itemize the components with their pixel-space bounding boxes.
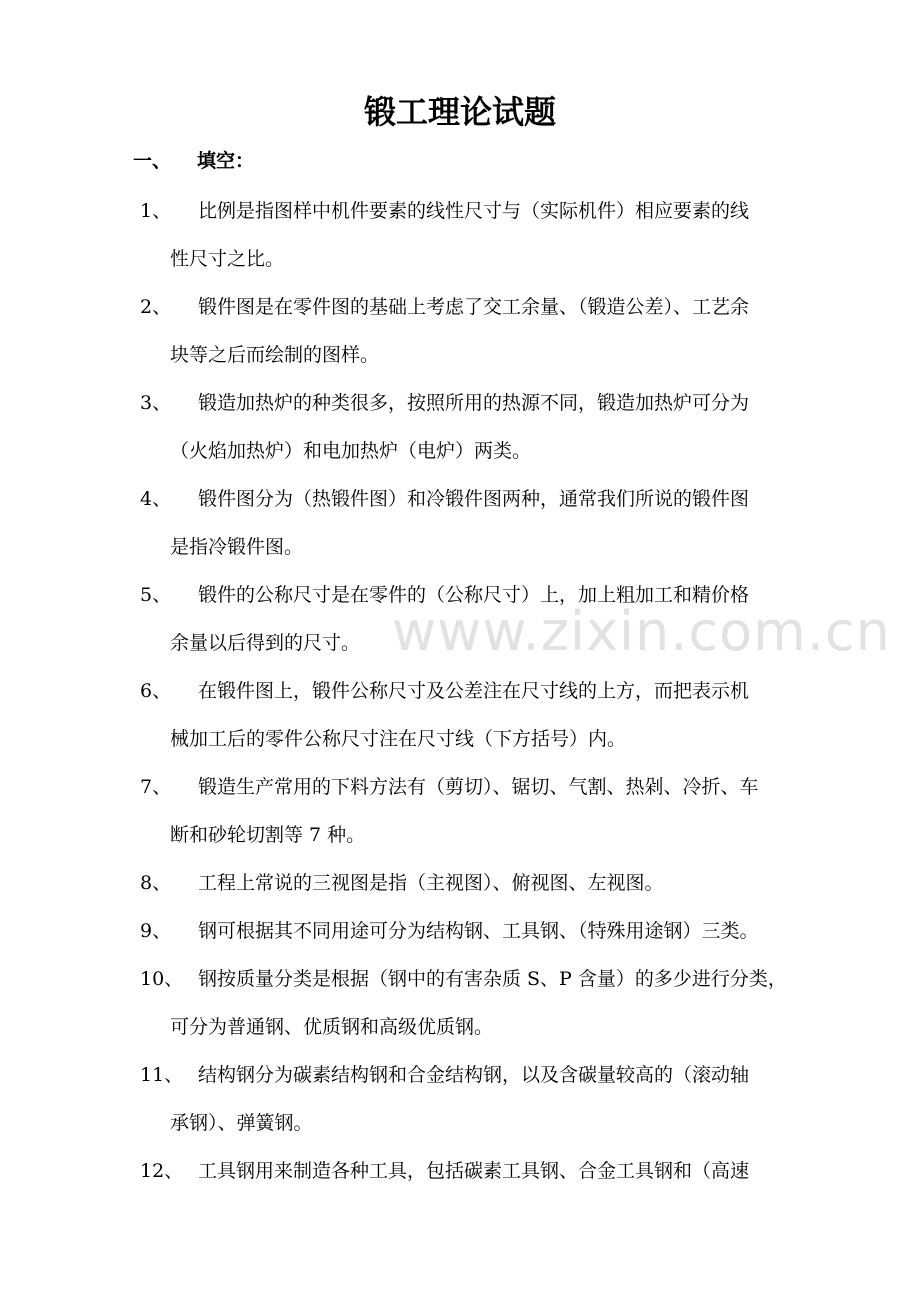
- section-number: 一、: [133, 150, 172, 172]
- question-line: [0, 763, 920, 811]
- question-text: 锻件图是在零件图的基础上考虑了交工余量、（锻造公差）、工艺余: [198, 296, 750, 318]
- question-number: 10、: [140, 968, 184, 990]
- question-item: [0, 907, 920, 955]
- question-line: [0, 235, 920, 283]
- question-text-continued: 是指冷锻件图。: [170, 536, 304, 558]
- question-line: [0, 331, 920, 379]
- question-item: [0, 187, 920, 283]
- question-item: [0, 283, 920, 379]
- question-text-continued: 可分为普通钢、优质钢和高级优质钢。: [170, 1016, 494, 1038]
- question-item: [0, 1147, 920, 1195]
- question-text: 工具钢用来制造各种工具，包括碳素工具钢、合金工具钢和（高速: [198, 1160, 750, 1182]
- question-number: 12、: [140, 1160, 184, 1182]
- question-item: [0, 475, 920, 571]
- question-item: [0, 571, 920, 667]
- question-line: [0, 1147, 920, 1195]
- question-item: [0, 859, 920, 907]
- question-text: 锻件的公称尺寸是在零件的（公称尺寸）上，加上粗加工和精价格: [198, 584, 750, 606]
- question-line: [0, 283, 920, 331]
- question-text: 比例是指图样中机件要素的线性尺寸与（实际机件）相应要素的线: [198, 200, 750, 222]
- question-line: [0, 1099, 920, 1147]
- question-line: [0, 427, 920, 475]
- question-item: [0, 379, 920, 475]
- question-text-continued: 块等之后而绘制的图样。: [170, 344, 380, 366]
- question-line: [0, 1051, 920, 1099]
- question-text-continued: 承钢）、弹簧钢。: [170, 1112, 313, 1134]
- question-text: 在锻件图上，锻件公称尺寸及公差注在尺寸线的上方，而把表示机: [198, 680, 750, 702]
- question-text: 钢可根据其不同用途可分为结构钢、工具钢、（特殊用途钢）三类。: [198, 920, 759, 942]
- question-number: 6、: [140, 680, 172, 702]
- question-text-continued: 性尺寸之比。: [170, 248, 285, 270]
- question-line: [0, 715, 920, 763]
- question-line: [0, 1003, 920, 1051]
- question-line: [0, 955, 920, 1003]
- watermark: www.zixin.com.cn: [392, 600, 891, 663]
- question-line: [0, 811, 920, 859]
- question-line: [0, 859, 920, 907]
- question-text: 锻件图分为（热锻件图）和冷锻件图两种，通常我们所说的锻件图: [198, 488, 750, 510]
- question-list: [0, 187, 920, 1195]
- question-text: 锻造生产常用的下料方法有（剪切）、锯切、气割、热剁、冷折、车: [198, 776, 759, 798]
- question-number: 11、: [140, 1064, 184, 1086]
- question-text-continued: 械加工后的零件公称尺寸注在尺寸线（下方括号）内。: [170, 728, 627, 750]
- question-number: 9、: [140, 920, 172, 942]
- document-title: 锻工理论试题: [363, 93, 556, 131]
- question-number: 7、: [140, 776, 172, 798]
- question-number: 2、: [140, 296, 172, 318]
- question-item: [0, 763, 920, 859]
- question-line: [0, 619, 920, 667]
- question-item: [0, 955, 920, 1051]
- section-label: 填空：: [197, 150, 255, 172]
- question-text-continued: 断和砂轮切割等 7 种。: [170, 824, 366, 846]
- question-number: 4、: [140, 488, 172, 510]
- question-text: 钢按质量分类是根据（钢中的有害杂质 S、P 含量）的多少进行分类，: [198, 968, 787, 990]
- section-heading: [133, 146, 254, 176]
- question-line: [0, 667, 920, 715]
- question-text-continued: 余量以后得到的尺寸。: [170, 632, 361, 654]
- question-number: 5、: [140, 584, 172, 606]
- question-text: 结构钢分为碳素结构钢和合金结构钢，以及含碳量较高的（滚动轴: [198, 1064, 750, 1086]
- question-line: [0, 907, 920, 955]
- question-line: [0, 571, 920, 619]
- question-line: [0, 475, 920, 523]
- question-line: [0, 523, 920, 571]
- question-line: [0, 379, 920, 427]
- question-text: 工程上常说的三视图是指（主视图）、俯视图、左视图。: [198, 872, 664, 894]
- question-item: [0, 1051, 920, 1147]
- question-item: [0, 667, 920, 763]
- question-number: 1、: [140, 200, 172, 222]
- question-number: 8、: [140, 872, 172, 894]
- question-line: [0, 187, 920, 235]
- question-number: 3、: [140, 392, 172, 414]
- question-text-continued: （火焰加热炉）和电加热炉（电炉）两类。: [170, 440, 532, 462]
- question-text: 锻造加热炉的种类很多，按照所用的热源不同，锻造加热炉可分为: [198, 392, 750, 414]
